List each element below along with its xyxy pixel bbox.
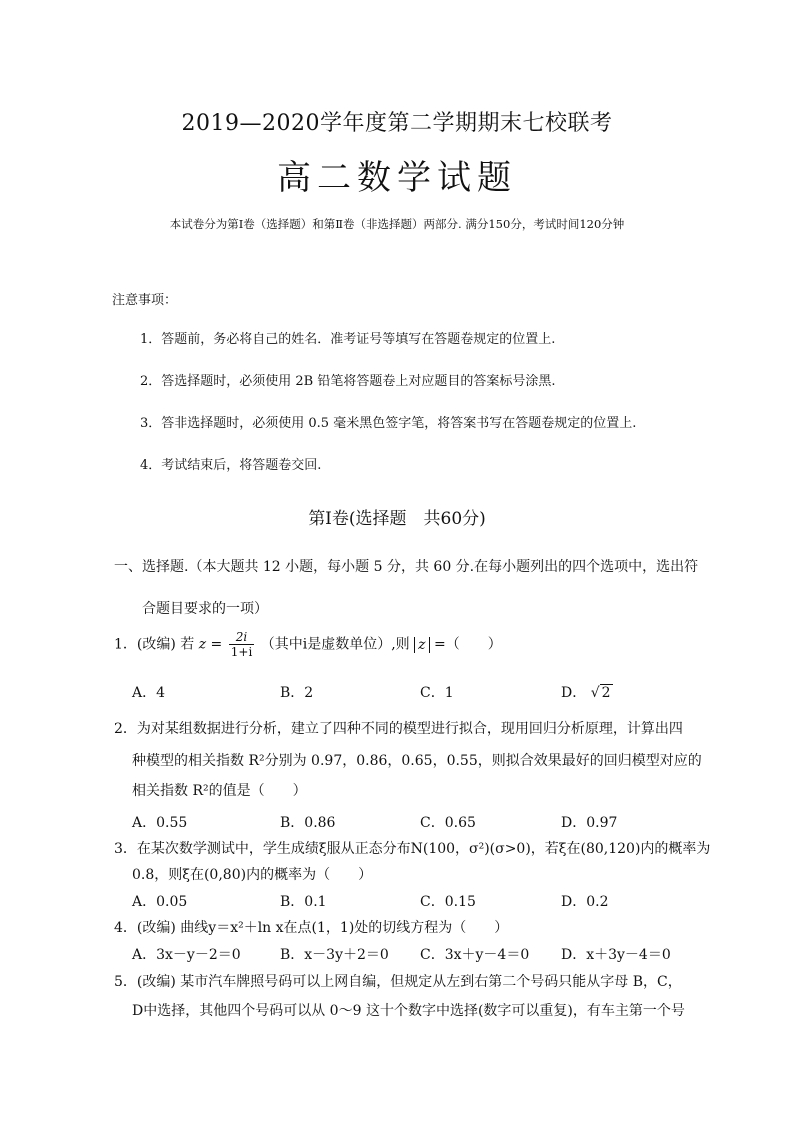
q1-option-b: B．2 xyxy=(280,685,314,701)
paper-title: 高二数学试题 xyxy=(277,158,517,198)
question-5-line2: D中选择，其他四个号码可以从 0～9 这十个数字中选择(数字可以重复)，有车主第一个号 xyxy=(132,1003,685,1019)
question-2-line1: 2．为对某组数据进行分析，建立了四种不同的模型进行拟合，现用回归分析原理，计算出四 xyxy=(114,721,683,737)
q1-middle: （其中i是虚数单位）,则 xyxy=(260,636,410,653)
q1-z-eq: z = xyxy=(198,636,223,653)
notice-heading: 注意事项： xyxy=(112,293,178,308)
q4-option-d: D．x＋3y－4＝0 xyxy=(561,947,671,963)
question-2-line2: 种模型的相关指数 R²分别为 0.97，0.86，0.65，0.55，则拟合效果最好的回归模型对应的 xyxy=(132,753,702,769)
q1-frac-num: 2i xyxy=(229,630,255,645)
question-2-line3: 相关指数 R²的值是（ ） xyxy=(132,783,307,799)
q4-option-b: B．x－3y＋2＝0 xyxy=(280,947,389,963)
q1-frac-den: 1+i xyxy=(230,645,253,659)
q1-prefix: 1．(改编) 若 xyxy=(114,636,195,653)
question-5-line1: 5．(改编) 某市汽车牌照号码可以上网自编，但规定从左到右第二个号码只能从字母 B，C， xyxy=(114,974,682,990)
q1-option-d-label: D． xyxy=(561,685,587,701)
q3-option-d: D．0.2 xyxy=(561,894,609,910)
exam-intro: 本试卷分为第Ⅰ卷（选择题）和第Ⅱ卷（非选择题）两部分. 满分150分，考试时间120分钟 xyxy=(169,217,625,231)
q1-abs: z xyxy=(414,637,429,653)
q3-option-c: C．0.15 xyxy=(420,894,476,910)
q2-option-d: D．0.97 xyxy=(561,815,618,831)
q2-option-a: A．0.55 xyxy=(132,815,188,831)
section-instruction-cont: 合题目要求的一项） xyxy=(142,601,268,617)
notice-item: 3．答非选择题时，必须使用 0.5 毫米黑色签字笔，将答案书写在答题卷规定的位置上. xyxy=(140,416,637,431)
exam-title: 2019—2020学年度第二学期期末七校联考 xyxy=(181,111,613,136)
section-title: 第Ⅰ卷(选择题 共60分) xyxy=(308,509,486,529)
question-1 xyxy=(114,630,502,659)
section-instruction: 一、选择题.（本大题共 12 小题，每小题 5 分，共 60 分.在每小题列出的四个选项中，选出符 xyxy=(114,559,699,575)
notice-item: 1．答题前，务必将自己的姓名．准考证号等填写在答题卷规定的位置上. xyxy=(140,332,556,347)
q1-option-d xyxy=(561,682,613,702)
q2-option-b: B．0.86 xyxy=(280,815,336,831)
question-3-line1: 3．在某次数学测试中，学生成绩ξ服从正态分布N(100，σ²)(σ>0)，若ξ在(80,120)内的概率为 xyxy=(114,841,711,857)
q1-option-a: A．4 xyxy=(132,685,166,701)
q2-option-c: C．0.65 xyxy=(420,815,476,831)
q1-fraction xyxy=(229,630,255,659)
q1-sqrt-value: 2 xyxy=(601,685,611,701)
q3-option-a: A．0.05 xyxy=(132,894,188,910)
q3-option-b: B．0.1 xyxy=(280,894,327,910)
q1-option-c: C．1 xyxy=(420,685,454,701)
q4-option-a: A．3x－y－2＝0 xyxy=(132,947,241,963)
question-3-line2: 0.8，则ξ在(0,80)内的概率为（ ） xyxy=(132,867,373,883)
q1-suffix: =（ ） xyxy=(433,636,502,653)
q4-option-c: C．3x＋y－4＝0 xyxy=(420,947,530,963)
question-4-line1: 4．(改编) 曲线y＝x²＋ln x在点(1，1)处的切线方程为（ ） xyxy=(114,920,509,936)
sqrt-symbol: √ 2 xyxy=(590,685,611,701)
notice-item: 2．答选择题时，必须使用 2B 铅笔将答题卷上对应题目的答案标号涂黑. xyxy=(140,374,556,389)
notice-item: 4．考试结束后，将答题卷交回. xyxy=(140,458,322,473)
